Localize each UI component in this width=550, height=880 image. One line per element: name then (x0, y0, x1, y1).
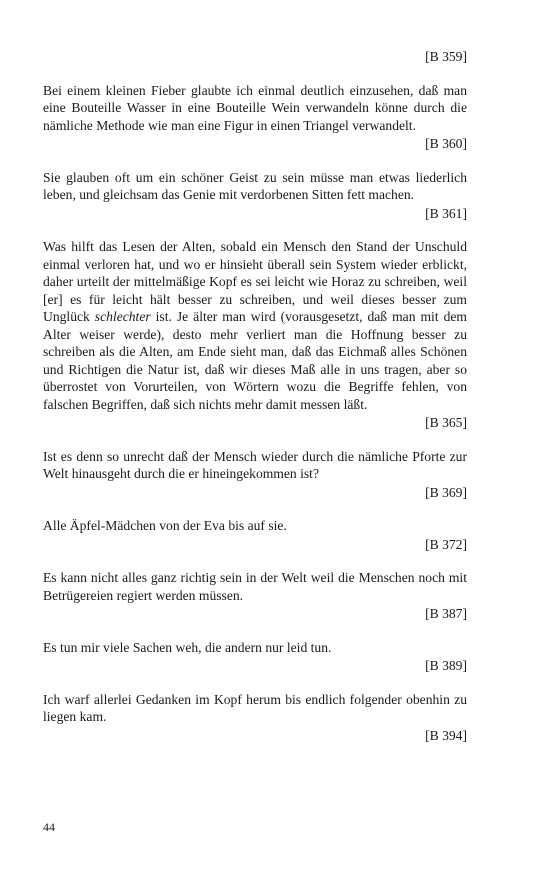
entry-reference: [B 360] (425, 136, 467, 151)
entry-reference: [B 359] (425, 49, 467, 64)
entry-reference: [B 369] (425, 484, 467, 500)
italic-word: schlechter (94, 309, 151, 324)
page-body (43, 48, 467, 744)
aphorism-paragraph: Ich warf allerlei Gedanken im Kopf herum bis endlich folgender obenhin zu liegen kam. (43, 691, 467, 724)
aphorism-paragraph: Sie glauben oft um ein schöner Geist zu sein müsse man etwas liederlich leben, und gleichsam das Genie mit verdorbenen Sitten fett machen. (43, 169, 467, 202)
paragraph-text-end: ist. Je älter man wird (vorausgesetzt, daß man mit dem Alter weiser werde), desto mehr verliert man die Hoffnung besser zu schreiben als die Alten, am Ende sieht man, daß das Eichmaß alles Schönen und Richtigen die Natur ist, daß wir dieses Maß alle in uns tragen, aber so überrostet von Vorurteilen, von Wörtern wozu die Begriffe fehlen, von falschen Begriffen, daß sich nichts mehr damit messen läßt. (43, 309, 467, 412)
entry-reference: [B 387] (425, 606, 467, 621)
aphorism-paragraph: Bei einem kleinen Fieber glaubte ich einmal deutlich einzusehen, daß man eine Bouteille Wasser in eine Bouteille Wein verwandeln könne durch die nämliche Methode wie man eine Figur in einen Triangel verwandelt. (43, 82, 467, 133)
aphorism-paragraph: Es kann nicht alles ganz richtig sein in der Welt weil die Menschen noch mit Betrügereien regiert werden müssen. (43, 570, 467, 603)
aphorism-paragraph (43, 238, 467, 413)
entry-reference: [B 389] (425, 658, 467, 673)
entry-reference: [B 365] (425, 415, 467, 430)
aphorism-paragraph: Es tun mir viele Sachen weh, die andern nur leid tun. (43, 639, 332, 655)
entry-reference: [B 372] (425, 536, 467, 552)
aphorism-paragraph: Ist es denn so unrecht daß der Mensch wieder durch die nämliche Pforte zur Welt hinausgeht durch die er hineingekommen ist? (43, 448, 467, 481)
page-number: 44 (43, 820, 55, 834)
aphorism-paragraph: Alle Äpfel-Mädchen von der Eva bis auf sie. (43, 518, 287, 533)
paragraph-text-start: Was hilft das Lesen der Alten, sobald ein Mensch den Stand der Unschuld einmal verloren hat, und wo er hinsieht überall sein System wieder erblickt, daher urteilt der mittelmäßige Kopf es sei leicht wie Horaz zu schreiben, weil [er] es für leicht hält besser zu schreiben, und weil dieses besser zum Unglück (43, 239, 467, 324)
entry-reference: [B 394] (425, 727, 467, 743)
entry-reference: [B 361] (425, 205, 467, 221)
